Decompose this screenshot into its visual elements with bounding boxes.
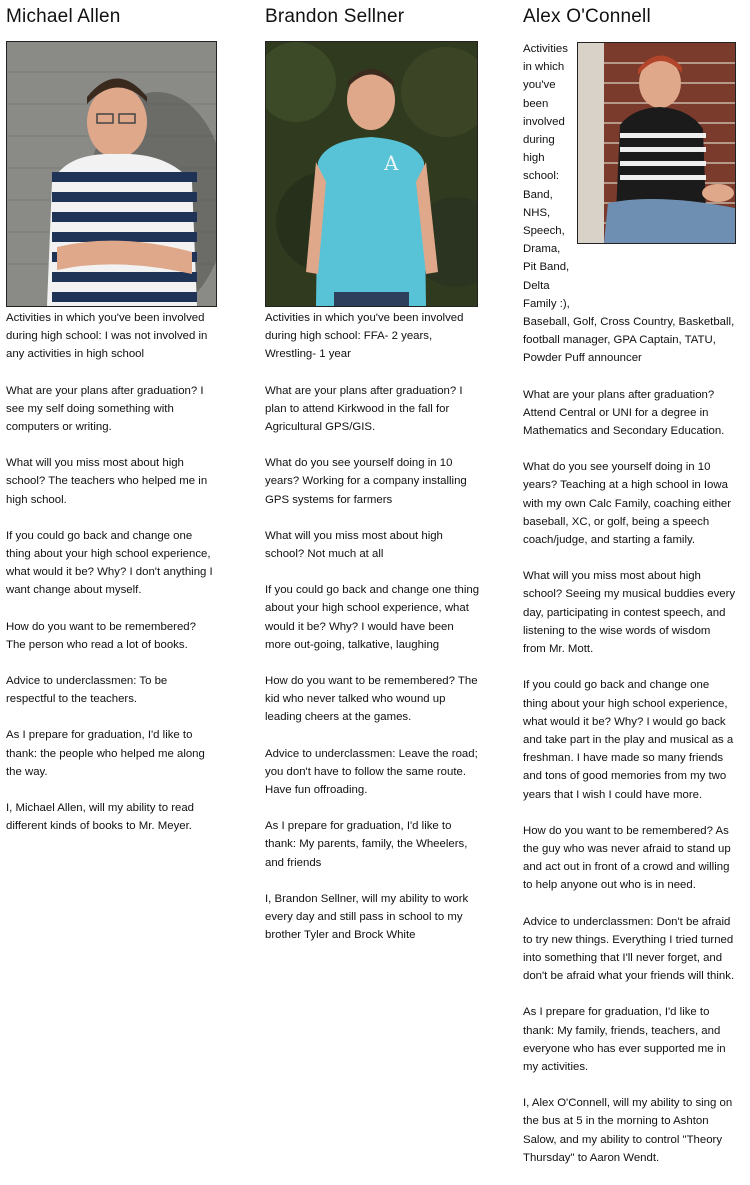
answer-ten-years: What do you see yourself doing in 10 years? Teaching at a high school in Iowa with my own Calc Family, coaching either baseball, XC, or golf, being a speech coach/judge, and starting a family. [523, 461, 732, 547]
answer-thanks: As I prepare for graduation, I'd like to thank: the people who helped me along the way. [6, 729, 205, 778]
answer-ten-years: What do you see yourself doing in 10 years? Working for a company installing GPS systems for farmers [265, 457, 467, 506]
answer-thanks: As I prepare for graduation, I'd like to thank: My parents, family, the Wheelers, and friends [265, 820, 468, 869]
answer-change: If you could go back and change one thing about your high school experience, what would it be? Why? I don't anything I want change about myself. [6, 529, 213, 597]
answer-activities-continued: Baseball, Golf, Cross Country, Basketball, football manager, GPA Captain, TATU, Powder Puff announcer [523, 316, 735, 365]
svg-text:A: A [384, 151, 399, 175]
answer-advice: Advice to underclassmen: Don't be afraid to try new things. Everything I tried turned into something that I'll never forget, and don't be afraid what your friends will think. [523, 915, 735, 983]
answer-miss: What will you miss most about high school? Not much at all [265, 529, 443, 561]
student-name: Michael Allen [6, 6, 121, 27]
student-answers [265, 309, 480, 962]
answer-plans: What are your plans after graduation? I see my self doing something with computers or writing. [6, 384, 204, 434]
answer-remembered: How do you want to be remembered? The kid who never talked who wound up leading cheers at the games. [265, 675, 478, 724]
answer-activities: Activities in which you've been involved during high school: I was not involved in any activities in high school [6, 312, 208, 361]
student-name: Alex O'Connell [523, 6, 651, 27]
answer-advice: Advice to underclassmen: To be respectful to the teachers. [6, 675, 168, 706]
answer-activities: Activities in which you've been involved during high school: Band, NHS, Speech, Drama, Pit Band, Delta Family :), [523, 43, 570, 310]
answer-will: I, Brandon Sellner, will my ability to work every day and still pass in school to my brother Tyler and Brock White [265, 892, 469, 942]
answer-change: If you could go back and change one thing about your high school experience, what would it be? Why? I would have been more out-going, talkative, laughing [265, 584, 480, 651]
student-photo [6, 41, 217, 307]
answer-miss: What will you miss most about high school? The teachers who helped me in high school. [6, 457, 208, 506]
answer-advice: Advice to underclassmen: Leave the road; you don't have to follow the same route. Have fun offroading. [265, 747, 478, 797]
student-answers [523, 40, 736, 1185]
answer-plans: What are your plans after graduation? I plan to attend Kirkwood in the fall for Agricultural GPS/GIS. [265, 384, 463, 434]
answer-activities: Activities in which you've been involved during high school: FFA- 2 years, Wrestling- 1 year [265, 312, 464, 361]
student-name: Brandon Sellner [265, 6, 405, 27]
answer-plans: What are your plans after graduation? Attend Central or UNI for a degree in Mathematics and Secondary Education. [523, 388, 725, 438]
answer-remembered: How do you want to be remembered? The person who read a lot of books. [6, 620, 196, 651]
answer-will: I, Michael Allen, will my ability to read different kinds of books to Mr. Meyer. [6, 802, 195, 833]
answer-will: I, Alex O'Connell, will my ability to sing on the bus at 5 in the morning to Ashton Salow, and my ability to control "Theory Thursday" to Aaron Wendt. [523, 1097, 733, 1164]
answer-miss: What will you miss most about high school? Seeing my musical buddies every day, participating in contest speech, and listening to the wise words of wisdom from Mr. Mott. [523, 570, 736, 656]
student-photo [265, 41, 478, 307]
student-answers [6, 309, 218, 853]
answer-remembered: How do you want to be remembered? As the guy who was never afraid to stand up and act out in front of a crowd and willing to help anyone out who is in need. [523, 824, 731, 892]
answer-change: If you could go back and change one thing about your high school experience, what would it be? Why? I would go back and take part in the play and musical as a freshman. I have made so many friends and tons of good memories from my two years that I wish I could have more. [523, 679, 734, 801]
answer-thanks: As I prepare for graduation, I'd like to thank: My family, friends, teachers, and everyone who has ever supported me in my activities. [523, 1006, 726, 1073]
